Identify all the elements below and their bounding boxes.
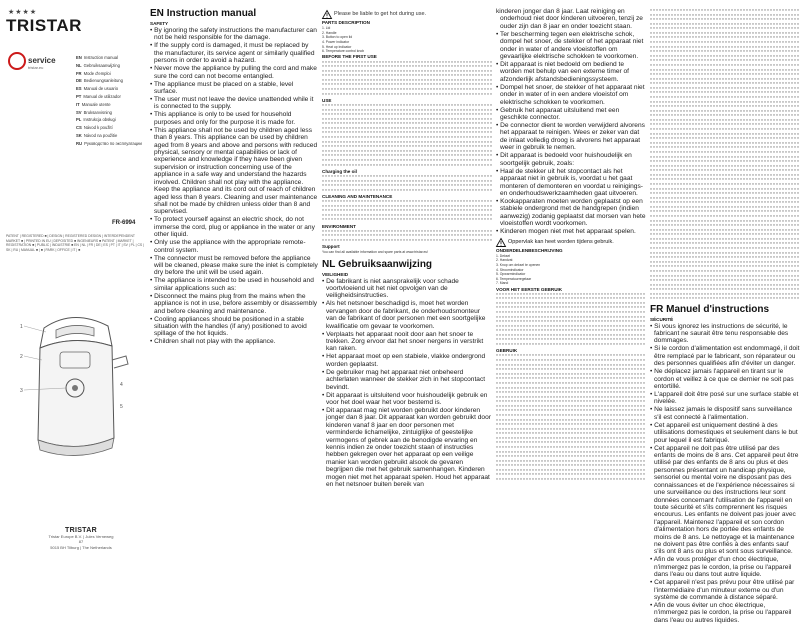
language-item[interactable]: IT Manuale utente bbox=[76, 101, 111, 107]
service-logo bbox=[8, 52, 56, 78]
part-item: 1. Lid bbox=[322, 26, 331, 31]
language-item[interactable]: PL Instrukcja obsługi bbox=[76, 117, 116, 123]
en-cleaning-heading: CLEANING AND MAINTENANCE bbox=[322, 193, 393, 199]
fr-column bbox=[650, 8, 800, 625]
nl-safety-heading: VEILIGHEID bbox=[322, 271, 349, 277]
svg-text:1: 1 bbox=[20, 324, 23, 330]
safety-item: • Dit apparaat mag niet worden gebruikt door kinderen jonger dan 8 jaar. Dit apparaat kan worden gebruikt door kinderen vanaf 8 jaar en door personen met verminderde lichamelijke, zintuiglijke of geestelijke vermogens of gebrek aan de benodigde ervaring en kennis indien ze onder toezicht staan of instructies hebben gekregen over het apparaat op een veilige manier kan worden gebruikt alsook de gevaren begrijpen die met het gebruik samenhangen. Kinderen mogen niet met het apparaat spelen. Houd het apparaat en het netsnoer buiten bereik van bbox=[322, 406, 491, 489]
language-item[interactable]: NL Gebruiksaanwijzing bbox=[76, 62, 120, 68]
safety-item: • Dit apparaat is uitsluitend voor huishoudelijk gebruik en voor het doel waar het voor bestemd is. bbox=[322, 391, 488, 406]
language-list bbox=[76, 54, 146, 148]
en-parts-heading: PARTS DESCRIPTION bbox=[322, 20, 370, 25]
footer-logo: TRISTAR bbox=[65, 527, 97, 534]
text-block bbox=[650, 9, 800, 302]
en-safety-heading: SAFETY bbox=[150, 21, 169, 26]
nl-safety-list bbox=[322, 278, 492, 489]
safety-item: • Si vous ignorez les instructions de sécurité, le fabricant ne saurait être tenu responsable des dommages. bbox=[650, 322, 789, 345]
safety-item: • De connector dient te worden verwijderd alvorens het apparaat te reinigen. Wees er zeker van dat de inlaat volledig droog is alvorens het apparaat weer in gebruik te nemen. bbox=[496, 122, 645, 152]
safety-item: • L'appareil doit être posé sur une surface stable et nivelée. bbox=[650, 391, 799, 406]
footer-brand bbox=[46, 528, 116, 550]
part-item: 4. Power indicator bbox=[322, 39, 350, 44]
part-item: 5. Opwarmindicator bbox=[496, 272, 526, 277]
footer-address: 5015 BH Tilburg | The Netherlands bbox=[50, 544, 112, 550]
text-block bbox=[322, 230, 492, 243]
nl-safety-continued bbox=[496, 8, 646, 236]
support-text: You can find all available information and spare parts at www.tristar.eu! bbox=[322, 250, 429, 255]
model-number: FR-6994 bbox=[112, 220, 136, 226]
safety-item: • Gebruik het apparaat uitsluitend met een geschikte connector. bbox=[496, 106, 620, 122]
fr-safety-heading: SÉCURITÉ bbox=[650, 316, 674, 322]
text-block bbox=[322, 104, 492, 168]
safety-item: • Disconnect the mains plug from the mains when the appliance is not in use, before assembly or disassembly and before cleaning and maintenance. bbox=[150, 292, 318, 315]
svg-text:3: 3 bbox=[20, 388, 23, 394]
part-item: 7. Mand bbox=[496, 281, 509, 286]
safety-item: • Only use the appliance with the appropriate remote-control system. bbox=[150, 239, 306, 254]
language-item[interactable]: DE Bedienungsanleitung bbox=[76, 78, 123, 84]
safety-item: • Ne déplacez jamais l'appareil en tirant sur le cordon et veillez à ce que ce dernier ne soit pas entortillé. bbox=[650, 368, 794, 391]
safety-item: • Dompel het snoer, de stekker of het apparaat niet onder in water of in een andere vloeistof om elektrische schokken te voorkomen. bbox=[496, 83, 645, 106]
safety-item: • De fabrikant is niet aansprakelijk voor schade voortvloeiend uit het niet opvolgen van de veiligheidsinstructies. bbox=[322, 277, 459, 300]
part-item: 3. Knop om deksel te openen bbox=[496, 262, 541, 267]
safety-item: • De gebruiker mag het apparaat niet onbeheerd achterlaten wanneer de stekker zich in het stopcontact bevindt. bbox=[322, 368, 486, 391]
en-support-heading: Support bbox=[322, 244, 340, 250]
language-item[interactable]: SV Bruksanvisning bbox=[76, 109, 112, 115]
nl-before-heading: VOOR HET EERSTE GEBRUIK bbox=[496, 286, 563, 292]
safety-item: • Verplaats het apparaat nooit door aan het snoer te trekken. Zorg ervoor dat het snoer nergens in verstrikt kan raken. bbox=[322, 330, 484, 353]
language-item[interactable]: EN Instruction manual bbox=[76, 55, 119, 60]
safety-item: • This appliance shall not be used by children aged less than 8 years. This appliance can be used by children aged from 8 years and above and persons with reduced physical, sensory or mental capabilities or lack of experience and knowledge if they have been given supervision or instruction concerning use of the appliance in a safe way and understand the hazards involved. Children shall not play with the appliance. Keep the appliance and its cord out of reach of children aged less than 8 years. Cleaning and user maintenance shall not be made by children unless older than 8 and supervised. bbox=[150, 126, 318, 216]
en-nl-column bbox=[322, 8, 492, 489]
nl-title: NL Gebruiksaanwijzing bbox=[322, 258, 433, 270]
safety-item: • Dit apparaat is niet bedoeld om bediend te worden met behulp van een externe timer of afzonderlijk afstandsbedieningssysteem. bbox=[496, 61, 630, 83]
footer-address: Tristar Europe B.V. | Jules Verneweg 87 bbox=[48, 533, 114, 544]
brand-logo: TRISTAR bbox=[6, 16, 82, 35]
en-env-heading: ENVIRONMENT bbox=[322, 223, 356, 229]
safety-item: • Kinderen mogen niet met het apparaat spelen. bbox=[496, 228, 636, 236]
text-block bbox=[496, 354, 646, 482]
part-item: 6. Temperatuurregelaar bbox=[496, 276, 532, 281]
safety-item: • Cet appareil n'est pas prévu pour être utilisé par l'intermédiaire d'un minuteur externe ou d'un système de commande à distance séparé. bbox=[650, 579, 795, 601]
part-item: 5. Heat up indicator bbox=[322, 44, 352, 49]
safety-item: • Het apparaat moet op een stabiele, vlakke ondergrond worden geplaatst. bbox=[322, 353, 486, 368]
safety-item: • Als het netsnoer beschadigd is, moet het worden vervangen door de fabrikant, de onderhoudsmonteur van de fabrikant of door personen met een soortgelijke kwalificatie om gevaar te voorkomen. bbox=[322, 300, 486, 330]
safety-item: • Ter bescherming tegen een elektrische schok, dompel het snoer, de stekker of het apparaat niet onder in water of andere vloeistoffen om gevaarlijke elektrische schokken te voorkomen. bbox=[496, 30, 644, 61]
en-safety-list bbox=[150, 27, 318, 346]
safety-item: • Dit apparaat is bedoeld voor huishoudelijk en soortgelijk gebruik, zoals: bbox=[496, 152, 632, 167]
language-item[interactable]: CS Návod k použití bbox=[76, 125, 113, 131]
nl-parts-heading: ONDERDELENBESCHRIJVING bbox=[496, 247, 563, 253]
language-item[interactable]: ES Manual de usuario bbox=[76, 86, 119, 92]
part-item: 2. Handle bbox=[322, 30, 337, 35]
svg-text:5: 5 bbox=[120, 404, 123, 410]
service-sub: tristar.eu bbox=[28, 65, 44, 70]
fryer-illustration bbox=[16, 268, 131, 488]
en-title: EN Instruction manual bbox=[150, 8, 257, 19]
language-item[interactable]: PT Manual de utilizador bbox=[76, 93, 121, 99]
safety-item: • Afin de vous éviter un choc électrique, n'immergez pas le cordon, la prise ou l'appareil dans l'eau ou autres liquides. bbox=[650, 601, 792, 624]
language-item[interactable]: FR Mode d'emploi bbox=[76, 70, 111, 76]
safety-item: • The appliance is intended to be used in household and similar applications such as: bbox=[150, 277, 314, 292]
safety-item: • The connector must be removed before the appliance will be cleaned, please make sure the inlet is completely dry before the unit will be used again. bbox=[150, 254, 318, 277]
text-block bbox=[322, 61, 492, 97]
nl-use-heading: GEBRUIK bbox=[496, 348, 518, 354]
safety-item: • If the supply cord is damaged, it must be replaced by the manufacturer, its service agent or similarly qualified persons in order to avoid a hazard. bbox=[150, 42, 315, 65]
legal-line: PATENT | REGISTERED ■ | DESIGN | REGISTERED DESIGN | INTERDEPENDENT MARKET ■ | PRINTED IN EU | DEPOSITED ■ INGENIEURS ■ PATENT | MARKET | REGISTRATION ■ | PUBLIC | INDUSTRIE ■ EN | NL | FR | DE | ES | PT | IT | SV | PL | CS | SK | RU | MANUAL ■ | ■ | PARK | OFFICE | IT | ■ bbox=[6, 234, 145, 252]
cover-panel bbox=[6, 8, 146, 568]
language-item[interactable]: SK Návod na použitie bbox=[76, 132, 118, 138]
part-item: 1. Deksel bbox=[496, 253, 511, 258]
en-hot-warning: Please be liable to get hot during use. bbox=[322, 10, 492, 19]
warning-icon bbox=[322, 10, 332, 19]
safety-item: • Cet appareil est uniquement destiné à des utilisations domestiques et seulement dans le but pour lequel il est fabriqué. bbox=[650, 421, 798, 444]
service-ring-icon bbox=[8, 52, 26, 70]
part-item: 4. Stroomindicator bbox=[496, 267, 524, 272]
en-before-heading: BEFORE THE FIRST USE bbox=[322, 54, 377, 60]
nl-end-block bbox=[650, 9, 800, 302]
en-charging-heading: Charging the oil bbox=[322, 168, 357, 174]
safety-item: • Si le cordon d'alimentation est endommagé, il doit être remplacé par le fabricant, son réparateur ou des personnes qualifiées afin d'éviter un danger. bbox=[650, 345, 800, 368]
text-block bbox=[322, 200, 492, 223]
rating-stars: ★★★★ bbox=[8, 9, 38, 16]
safety-item: • Haal de stekker uit het stopcontact als het apparaat niet in gebruik is, voordat u het gaat monteren of demonteren en voordat u reinigings- en onderhoudswerkzaamheden gaat uitvoeren. bbox=[496, 167, 643, 197]
fr-title: FR Manuel d'instructions bbox=[650, 303, 770, 315]
safety-item: kinderen jonger dan 8 jaar. Laat reiniging en onderhoud niet door kinderen uitvoeren, tenzij ze ouder zijn dan 8 jaar en onder toezicht staan. bbox=[496, 8, 643, 30]
en-column bbox=[150, 8, 318, 346]
warning-icon bbox=[496, 238, 506, 247]
svg-text:2: 2 bbox=[20, 354, 23, 360]
nl-hot-warning: Oppervlak kan heet worden tijdens gebruik. bbox=[496, 238, 646, 247]
text-block bbox=[496, 293, 646, 348]
nl-instructions bbox=[496, 249, 646, 483]
service-word: service bbox=[28, 56, 56, 65]
safety-item: • Cet appareil ne doit pas être utilisé par des enfants de moins de 8 ans. Cet appareil peut être utilisé par des enfants de 8 ans ou plus et des personnes présentant un handicap physique, sensoriel ou mental voire ne disposant pas des connaissances et de l'expérience nécessaires si une surveillance ou des instructions leur sont données concernant l'utilisation de l'appareil en toute sécurité et s'ils comprennent les risques encourus. Les enfants ne doivent pas jouer avec l'appareil. Maintenez l'appareil et son cordon d'alimentation hors de portée des enfants de moins de 8 ans. Le nettoyage et la maintenance ne doivent pas être confiés à des enfants sauf s'ils ont 8 ans ou plus et sont sous surveillance. bbox=[650, 444, 799, 556]
fr-safety-list bbox=[650, 323, 800, 625]
safety-item: • Children shall not play with the appliance. bbox=[150, 338, 276, 346]
safety-item: • To protect yourself against an electric shock, do not immerse the cord, plug or appliance in the water or any other liquid. bbox=[150, 216, 315, 239]
safety-item: • Never move the appliance by pulling the cord and make sure the cord can not become entangled. bbox=[150, 65, 317, 80]
safety-item: • Cooling appliances should be positioned in a stable situation with the handles (if any) positioned to avoid spillage of the hot liquids. bbox=[150, 315, 307, 338]
nl-column bbox=[496, 8, 646, 483]
safety-item: • Afin de vous protéger d'un choc électrique, n'immergez pas le cordon, la prise ou l'appareil dans l'eau ou dans tout autre liquide. bbox=[650, 556, 792, 579]
en-use-heading: USE bbox=[322, 97, 332, 103]
part-item: 2. Handvat bbox=[496, 258, 513, 263]
en-instructions bbox=[322, 10, 492, 255]
safety-item: • By ignoring the safety instructions the manufacturer can not be held responsible for the damage. bbox=[150, 27, 317, 42]
safety-item: • The appliance must be placed on a stable, level surface. bbox=[150, 80, 294, 96]
language-item[interactable]: RU Руководство по эксплуатации bbox=[76, 140, 142, 146]
safety-item: • The user must not leave the device unattended while it is connected to the supply. bbox=[150, 96, 314, 111]
safety-item: • This appliance is only to be used for household purposes and only for the purpose it is made for. bbox=[150, 111, 296, 126]
text-block bbox=[322, 175, 492, 193]
safety-item: • Kookapparaten moeten worden geplaatst op een stabiele ondergrond met de handgrepen (indien aanwezig) zodanig geplaatst dat morsen van hete vloeistoffen wordt voorkomen. bbox=[496, 197, 646, 228]
part-item: 3. Button to open lid bbox=[322, 35, 353, 40]
svg-text:4: 4 bbox=[120, 382, 123, 388]
part-item: 6. Temperature control knob bbox=[322, 49, 365, 54]
safety-item: • Ne laissez jamais le dispositif sans surveillance s'il est connecté à l'alimentation. bbox=[650, 406, 793, 421]
